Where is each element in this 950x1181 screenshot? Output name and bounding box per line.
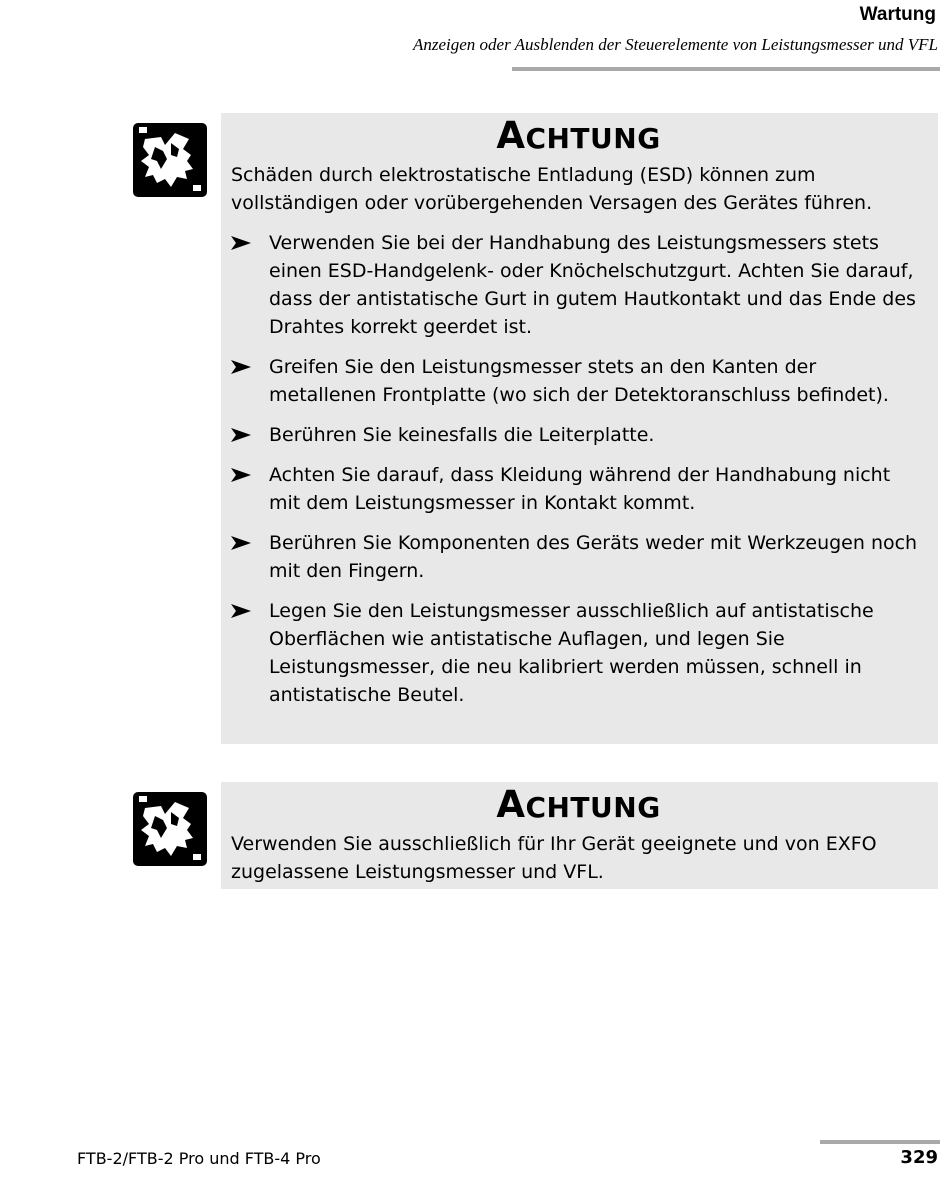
- arrow-bullet-icon: [231, 604, 251, 618]
- list-item: Berühren Sie Komponenten des Geräts weder mit Werkzeugen noch mit den Fingern.: [231, 529, 926, 585]
- caution-icon: [131, 121, 209, 199]
- list-item: Verwenden Sie bei der Handhabung des Leistungsmessers stets einen ESD-Handgelenk- oder Knöchelschutzgurt. Achten Sie darauf, dass der antistatische Gurt in gutem Hautkontakt und das Ende des Drahtes korrekt geerdet ist.: [231, 229, 926, 341]
- caution-box-esd: [221, 113, 938, 744]
- footer-rule: [820, 1140, 940, 1144]
- arrow-bullet-icon: [231, 468, 251, 482]
- caution-icon: [131, 790, 209, 868]
- caution-intro: Schäden durch elektrostatische Entladung (ESD) können zum vollständigen oder vorübergehenden Versagen des Gerätes führen.: [231, 164, 873, 214]
- header-rule: [512, 67, 940, 71]
- arrow-bullet-icon: [231, 536, 251, 550]
- footer-product: FTB-2/FTB-2 Pro und FTB-4 Pro: [77, 1149, 321, 1168]
- caution-heading: ACHTUNG: [496, 114, 661, 157]
- arrow-bullet-icon: [231, 428, 251, 442]
- page-number: 329: [900, 1147, 938, 1168]
- caution-heading: ACHTUNG: [496, 783, 661, 826]
- list-item: Greifen Sie den Leistungsmesser stets an den Kanten der metallenen Frontplatte (wo sich der Detektoranschluss befindet).: [231, 353, 926, 409]
- arrow-bullet-icon: [231, 360, 251, 374]
- list-item: Legen Sie den Leistungsmesser ausschließlich auf antistatische Oberflächen wie antistatische Auflagen, und legen Sie Leistungsmesser, die neu kalibriert werden müssen, schnell in antistatische Beutel.: [231, 597, 926, 709]
- caution-bullet-list: [231, 229, 926, 709]
- caution-intro: Verwenden Sie ausschließlich für Ihr Gerät geeignete und von EXFO zugelassene Leistungsmesser und VFL.: [231, 833, 877, 883]
- list-item: Achten Sie darauf, dass Kleidung während der Handhabung nicht mit dem Leistungsmesser in Kontakt kommt.: [231, 461, 926, 517]
- caution-box-approved-parts: [221, 782, 938, 889]
- header-subtitle: Anzeigen oder Ausblenden der Steuerelemente von Leistungsmesser und VFL: [412, 35, 938, 54]
- list-item: Berühren Sie keinesfalls die Leiterplatte.: [231, 421, 926, 449]
- header-title: Wartung: [859, 4, 936, 25]
- arrow-bullet-icon: [231, 236, 251, 250]
